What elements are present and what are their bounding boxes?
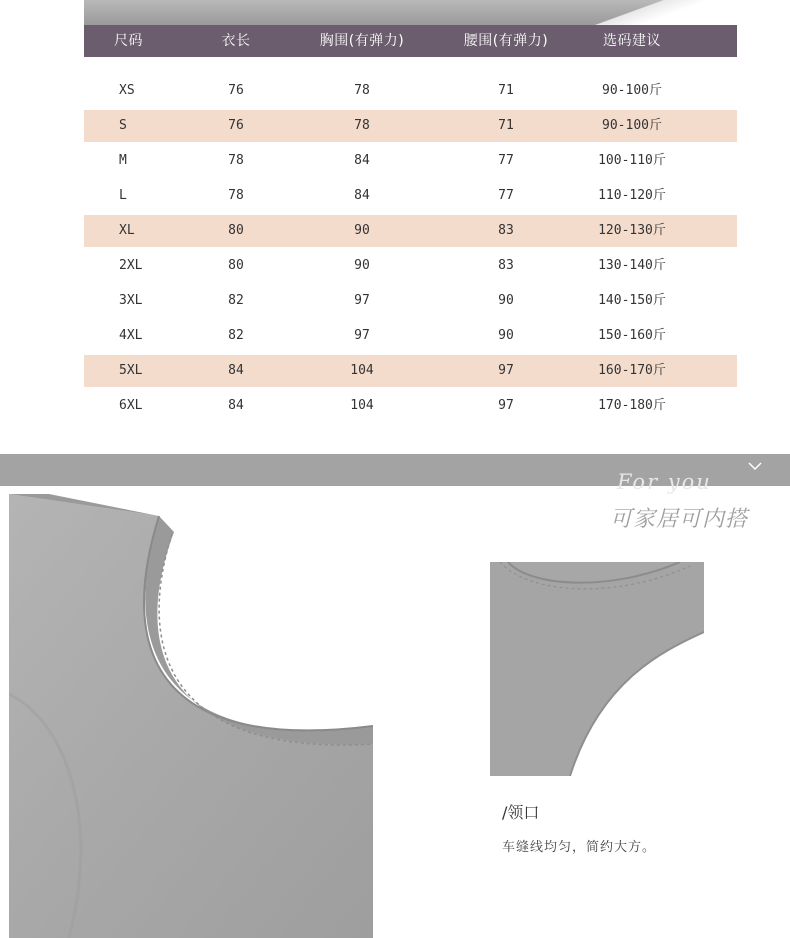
header-size: 尺码 [114, 33, 143, 49]
advice-cell: 130-140斤 [598, 258, 666, 273]
waist-cell: 97 [498, 362, 514, 378]
table-row [84, 110, 737, 142]
size-cell: 2XL [119, 258, 143, 273]
waist-cell: 90 [498, 328, 514, 343]
chest-cell: 104 [350, 362, 374, 378]
advice-cell: 90-100斤 [602, 117, 662, 133]
advice-cell: 140-150斤 [598, 293, 666, 308]
table-row [84, 318, 737, 353]
chest-cell: 78 [354, 117, 370, 133]
length-cell: 76 [228, 117, 244, 133]
chest-cell: 78 [354, 83, 370, 98]
size-cell: M [119, 153, 127, 168]
advice-cell: 100-110斤 [598, 153, 666, 168]
table-row [84, 143, 737, 178]
chest-cell: 90 [354, 222, 370, 238]
length-cell: 82 [228, 293, 244, 308]
size-cell: 5XL [119, 362, 143, 378]
chest-cell: 84 [354, 153, 370, 168]
size-cell: L [119, 188, 127, 203]
size-cell: XS [119, 83, 135, 98]
slogan-chinese: 可家居可内搭 [610, 507, 749, 532]
size-chart-header [84, 25, 737, 57]
length-cell: 80 [228, 258, 244, 273]
waist-cell: 83 [498, 222, 514, 238]
waist-cell: 90 [498, 293, 514, 308]
table-row [84, 215, 737, 247]
length-cell: 84 [228, 362, 244, 378]
detail-description: 车缝线均匀，简约大方。 [502, 840, 657, 855]
header-waist: 腰围(有弹力) [463, 33, 549, 49]
advice-cell: 160-170斤 [598, 362, 666, 378]
header-advice: 选码建议 [603, 33, 661, 49]
waist-cell: 71 [498, 117, 514, 133]
waist-cell: 77 [498, 188, 514, 203]
table-row [84, 388, 737, 423]
waist-cell: 71 [498, 83, 514, 98]
size-cell: 6XL [119, 398, 143, 413]
neckline-detail-photo [490, 562, 704, 776]
header-length: 衣长 [221, 33, 251, 49]
detail-title: /领口 [502, 803, 540, 822]
length-cell: 84 [228, 398, 244, 413]
header-chest: 胸围(有弹力) [319, 33, 405, 49]
size-cell: 4XL [119, 328, 143, 343]
table-row [84, 355, 737, 387]
chest-cell: 90 [354, 258, 370, 273]
advice-cell: 120-130斤 [598, 222, 666, 238]
waist-cell: 97 [498, 398, 514, 413]
size-cell: 3XL [119, 293, 143, 308]
size-chart-body [84, 73, 737, 423]
length-cell: 80 [228, 222, 244, 238]
top-product-photo-strip [84, 0, 737, 25]
table-row [84, 178, 737, 213]
slogan-english: For you [617, 470, 712, 494]
neckline-closeup-photo [9, 494, 373, 938]
chest-cell: 84 [354, 188, 370, 203]
waist-cell: 83 [498, 258, 514, 273]
table-row [84, 283, 737, 318]
length-cell: 78 [228, 153, 244, 168]
table-row [84, 248, 737, 283]
advice-cell: 90-100斤 [602, 83, 662, 98]
length-cell: 76 [228, 83, 244, 98]
advice-cell: 110-120斤 [598, 188, 666, 203]
chevron-down-icon [748, 459, 762, 473]
chest-cell: 104 [350, 398, 374, 413]
chest-cell: 97 [354, 328, 370, 343]
advice-cell: 150-160斤 [598, 328, 666, 343]
advice-cell: 170-180斤 [598, 398, 666, 413]
waist-cell: 77 [498, 153, 514, 168]
chest-cell: 97 [354, 293, 370, 308]
length-cell: 78 [228, 188, 244, 203]
table-row [84, 73, 737, 108]
length-cell: 82 [228, 328, 244, 343]
size-cell: XL [119, 222, 135, 238]
size-cell: S [119, 117, 127, 133]
